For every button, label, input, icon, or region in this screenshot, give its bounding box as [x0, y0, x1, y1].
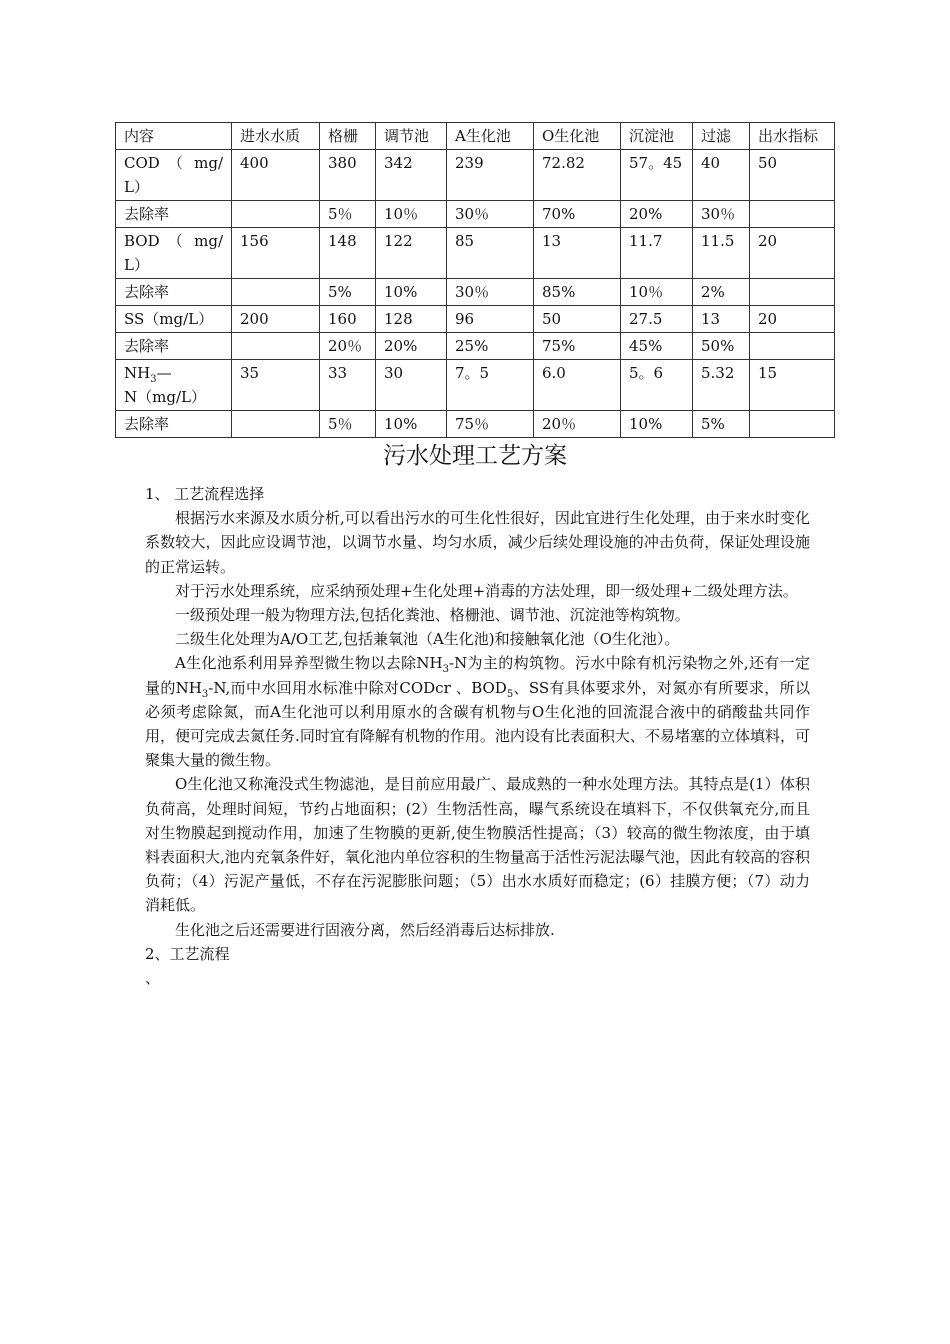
- stray-mark: 、: [145, 969, 161, 988]
- table-row-removal: [116, 411, 835, 438]
- table-cell: [232, 411, 320, 438]
- table-row-cod: [116, 150, 835, 201]
- row-label: SS（mg/L）: [116, 306, 232, 333]
- table-cell: 15: [750, 360, 835, 411]
- row-label: 去除率: [116, 201, 232, 228]
- paragraph: A生化池系利用异养型微生物以去除$NH_3-N$为主的构筑物。污水中除有机污染物之外,还有一定量的$NH_3-N$,而中水回用水标准中除对CODcr 、$BOD_5$、SS有具体要求外，对氮亦有所要求，所以必须考虑除氮，而A生化池可以利用原水的含碳有机物与O生化池的回流混合液中的硝酸盐共同作用，便可完成去氮任务.同时宜有降解有机物的作用。池内设有比表面积大、不易堵塞的立体填料，可聚集大量的微生物。: [145, 654, 810, 770]
- table-row-removal: [116, 201, 835, 228]
- table-row-removal: [116, 333, 835, 360]
- table-header-cell: 过滤: [693, 123, 750, 150]
- table-cell: 11.5: [693, 228, 750, 279]
- table-cell: 5。6: [621, 360, 693, 411]
- paragraph: O生化池又称淹没式生物滤池，是目前应用最广、最成熟的一种水处理方法。其特点是(1）体积负荷高，处理时间短，节约占地面积；(2）生物活性高，曝气系统设在填料下，不仅供氧充分,而且对生物膜起到搅动作用，加速了生物膜的更新,使生物膜活性提高；（3）较高的微生物浓度，由于填料表面积大,池内充氧条件好，氧化池内单位容积的生物量高于活性污泥法曝气池，因此有较高的容积负荷；（4）污泥产量低，不存在污泥膨胀问题；（5）出水水质好而稳定；(6）挂膜方便；（7）动力消耗低。: [145, 775, 810, 915]
- paragraph: 二级生化处理为A/O工艺,包括兼氧池（A生化池)和接触氧化池（O生化池）。: [175, 630, 680, 649]
- table-cell: 30: [376, 360, 447, 411]
- table-header-cell: 调节池: [376, 123, 447, 150]
- row-label: COD （ mg/ L）: [116, 150, 232, 201]
- table-cell: 35: [232, 360, 320, 411]
- table-cell: 160: [320, 306, 376, 333]
- table-cell: 40: [693, 150, 750, 201]
- table-cell: 25%: [447, 333, 534, 360]
- table-cell: 122: [376, 228, 447, 279]
- table-cell: 75％: [447, 411, 534, 438]
- table-header-cell: 出水指标: [750, 123, 835, 150]
- table-cell: 50: [750, 150, 835, 201]
- table-cell: 10％: [376, 201, 447, 228]
- table-cell: 200: [232, 306, 320, 333]
- table-cell: 5%: [693, 411, 750, 438]
- table-cell: [232, 279, 320, 306]
- water-quality-table: [115, 122, 835, 438]
- row-label: 去除率: [116, 279, 232, 306]
- table-cell: 380: [320, 150, 376, 201]
- table-cell: 33: [320, 360, 376, 411]
- table-cell: 11.7: [621, 228, 693, 279]
- table-cell: 96: [447, 306, 534, 333]
- section-heading: 1、 工艺流程选择: [145, 485, 265, 503]
- table-cell: [750, 201, 835, 228]
- table-row-ss: [116, 306, 835, 333]
- table-cell: 85: [447, 228, 534, 279]
- table-cell: 30％: [447, 201, 534, 228]
- table-cell: 156: [232, 228, 320, 279]
- table-cell: 5.32: [693, 360, 750, 411]
- table-cell: 10％: [621, 279, 693, 306]
- table-cell: 5％: [320, 201, 376, 228]
- table-header-cell: 格栅: [320, 123, 376, 150]
- table-cell: 20: [750, 306, 835, 333]
- table-header-row: [116, 123, 835, 150]
- document-title: 污水处理工艺方案: [383, 443, 567, 469]
- table-cell: 72.82: [534, 150, 621, 201]
- table-cell: 342: [376, 150, 447, 201]
- paragraph: 生化池之后还需要进行固液分离，然后经消毒后达标排放.: [175, 920, 555, 939]
- table-header-cell: A生化池: [447, 123, 534, 150]
- table-cell: 2%: [693, 279, 750, 306]
- table-cell: 20％: [534, 411, 621, 438]
- table-cell: [750, 411, 835, 438]
- table-cell: 20: [750, 228, 835, 279]
- table-cell: 85%: [534, 279, 621, 306]
- table-cell: 30％: [447, 279, 534, 306]
- table-cell: 13: [534, 228, 621, 279]
- table-cell: 20％: [320, 333, 376, 360]
- table-cell: 148: [320, 228, 376, 279]
- table-cell: 57。45: [621, 150, 693, 201]
- table-cell: [750, 333, 835, 360]
- table-cell: [750, 279, 835, 306]
- row-label: BOD （ mg/ L）: [116, 228, 232, 279]
- table-cell: 30％: [693, 201, 750, 228]
- table-header-cell: 内容: [116, 123, 232, 150]
- table-cell: 10%: [376, 411, 447, 438]
- table-cell: 20%: [376, 333, 447, 360]
- paragraph: 对于污水处理系统，应采纳预处理+生化处理+消毒的方法处理，即一级处理+二级处理方法。: [175, 581, 798, 600]
- table-row-bod: [116, 228, 835, 279]
- table-row-removal: [116, 279, 835, 306]
- table-header-cell: 进水水质: [232, 123, 320, 150]
- table-cell: 10%: [376, 279, 447, 306]
- table-cell: 400: [232, 150, 320, 201]
- document-body: [145, 482, 810, 990]
- table-header-cell: 沉淀池: [621, 123, 693, 150]
- table-cell: 239: [447, 150, 534, 201]
- table-cell: 50%: [693, 333, 750, 360]
- table-header-cell: O生化池: [534, 123, 621, 150]
- table-cell: 50: [534, 306, 621, 333]
- table-cell: 7。5: [447, 360, 534, 411]
- table-cell: 45%: [621, 333, 693, 360]
- row-label: $NH_3—$ N（mg/L）: [116, 360, 232, 411]
- row-label: 去除率: [116, 333, 232, 360]
- paragraph: 根据污水来源及水质分析,可以看出污水的可生化性很好，因此宜进行生化处理，由于来水时变化系数较大，因此应设调节池，以调节水量、均匀水质，减少后续处理设施的冲击负荷，保证处理设施的正常运转。: [145, 509, 810, 576]
- table-cell: 128: [376, 306, 447, 333]
- table-cell: 13: [693, 306, 750, 333]
- table-cell: [232, 333, 320, 360]
- table-cell: 27.5: [621, 306, 693, 333]
- table-cell: 5％: [320, 411, 376, 438]
- table-cell: 75%: [534, 333, 621, 360]
- table-cell: [232, 201, 320, 228]
- table-cell: 10%: [621, 411, 693, 438]
- table-cell: 5%: [320, 279, 376, 306]
- section-heading: 2、工艺流程: [145, 944, 230, 963]
- table-cell: 6.0: [534, 360, 621, 411]
- table-cell: 70%: [534, 201, 621, 228]
- table-cell: 20%: [621, 201, 693, 228]
- paragraph: 一级预处理一般为物理方法,包括化粪池、格栅池、调节池、沉淀池等构筑物。: [175, 606, 690, 625]
- row-label: 去除率: [116, 411, 232, 438]
- table-row-nh3n: [116, 360, 835, 411]
